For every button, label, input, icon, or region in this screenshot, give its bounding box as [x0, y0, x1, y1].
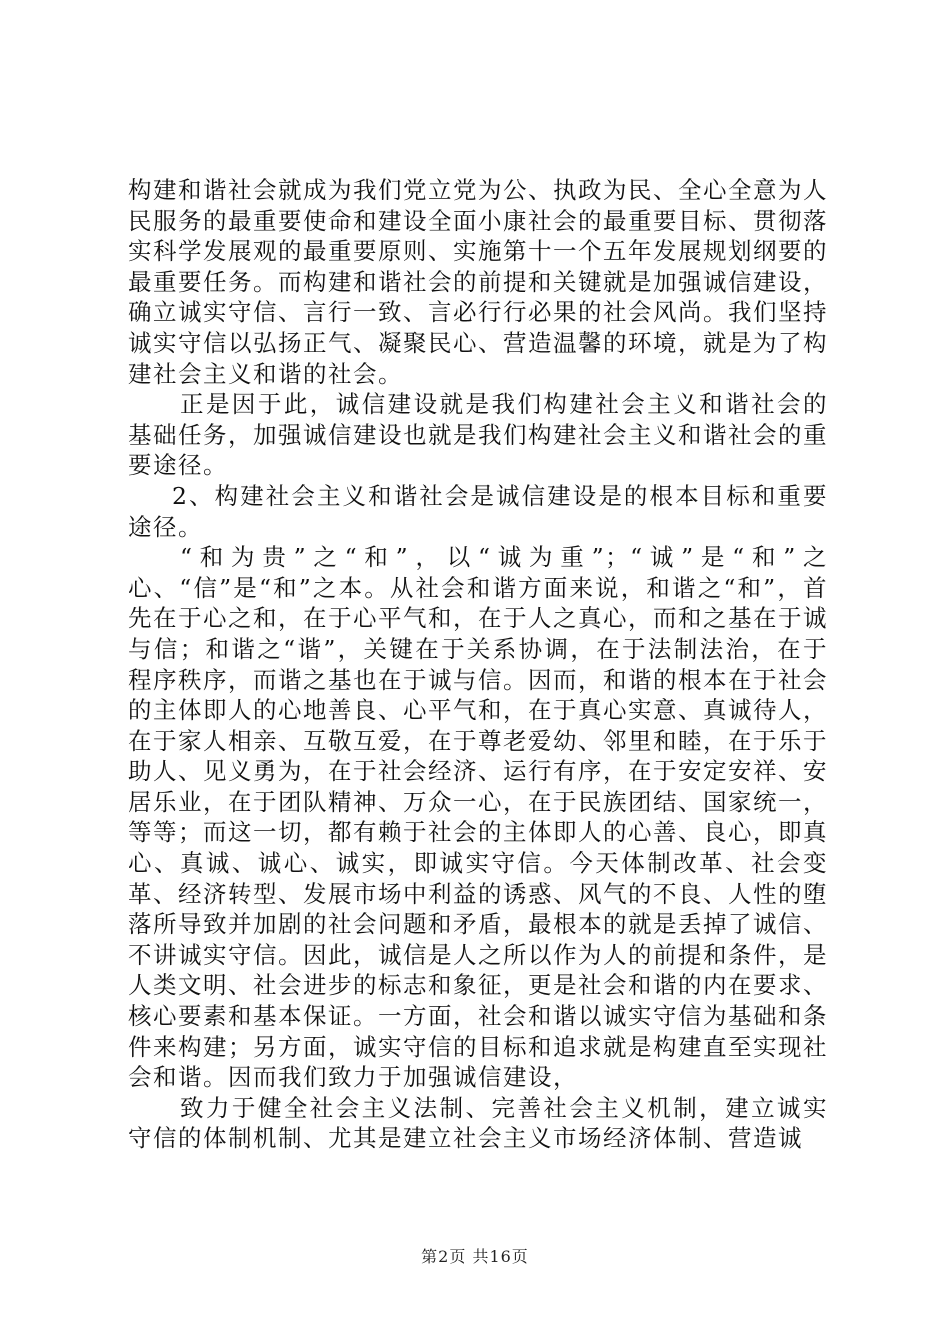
- paragraph-4: 致力于健全社会主义法制、完善社会主义机制，建立诚实守信的体制机制、尤其是建立社会主义市场经济体制、营造诚: [128, 1093, 828, 1153]
- section-heading-2: 2、构建社会主义和谐社会是诚信建设是的根本目标和重要途径。: [128, 481, 828, 541]
- page-footer: 第2页 共16页: [421, 1247, 529, 1266]
- paragraph-3: “和为贵”之“和”，以“诚为重”；“诚”是“和”之心、“信”是“和”之本。从社会和谐方面来说，和谐之“和”，首先在于心之和，在于心平气和，在于人之真心，而和之基在于诚与信；和谐之“谐”，关键在于关系协调，在于法制法治，在于程序秩序，而谐之基也在于诚与信。因而，和谐的根本在于社会的主体即人的心地善良、心平气和，在于真心实意、真诚待人，在于家人相亲、互敬互爱，在于尊老爱幼、邻里和睦，在于乐于助人、见义勇为，在于社会经济、运行有序，在于安定安祥、安居乐业，在于团队精神、万众一心，在于民族团结、国家统一，等等；而这一切，都有赖于社会的主体即人的心善、良心，即真心、真诚、诚心、诚实，即诚实守信。今天体制改革、社会变革、经济转型、发展市场中利益的诱惑、风气的不良、人性的堕落所导致并加剧的社会问题和矛盾，最根本的就是丢掉了诚信、不讲诚实守信。因此，诚信是人之所以作为人的前提和条件，是人类文明、社会进步的标志和象征，更是社会和谐的内在要求、核心要素和基本保证。一方面，社会和谐以诚实守信为基础和条件来构建；另方面，诚实守信的目标和追求就是构建直至实现社会和谐。因而我们致力于加强诚信建设，: [128, 543, 828, 1092]
- document-body: [128, 175, 828, 1154]
- paragraph-2: 正是因于此，诚信建设就是我们构建社会主义和谐社会的基础任务，加强诚信建设也就是我们构建社会主义和谐社会的重要途径。: [128, 390, 828, 480]
- paragraph-1: 构建和谐社会就成为我们党立党为公、执政为民、全心全意为人民服务的最重要使命和建设全面小康社会的最重要目标、贯彻落实科学发展观的最重要原则、实施第十一个五年发展规划纲要的最重要任务。而构建和谐社会的前提和关键就是加强诚信建设，确立诚实守信、言行一致、言必行行必果的社会风尚。我们坚持诚实守信以弘扬正气、凝聚民心、营造温馨的环境，就是为了构建社会主义和谐的社会。: [128, 176, 828, 388]
